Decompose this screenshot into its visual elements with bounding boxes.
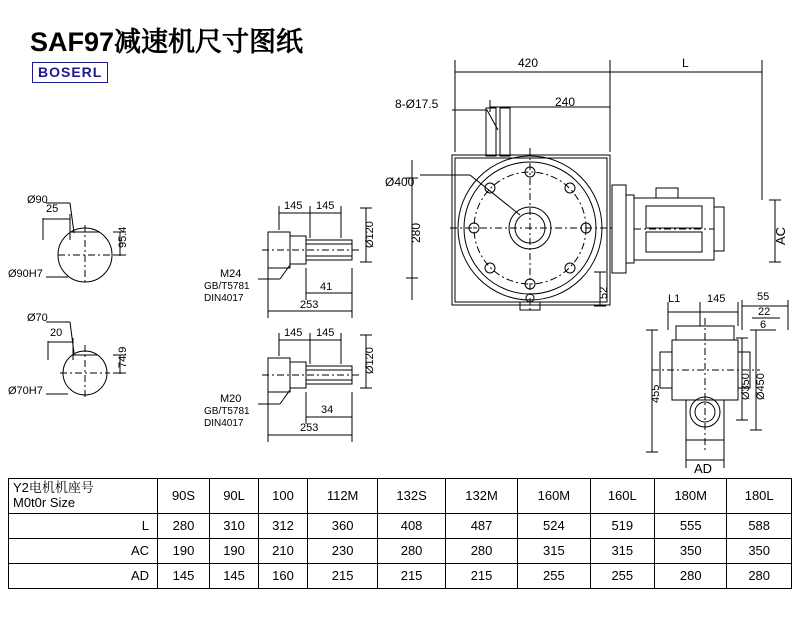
motor-size-header (9, 479, 158, 514)
table-cell: 255 (518, 563, 590, 588)
label-dim-455: 455 (650, 384, 662, 403)
label-din4017-b: DIN4017 (204, 418, 244, 429)
col-header: 180L (727, 479, 792, 514)
label-gb-t5781-b: GB/T5781 (204, 406, 250, 417)
col-header: 132S (378, 479, 446, 514)
table-cell: 280 (445, 538, 517, 563)
table-cell: 160 (259, 563, 308, 588)
motor-size-header-cn: Y2电机机座号 (13, 480, 94, 495)
label-dim-22: 22 (758, 306, 771, 318)
label-dim-20: 20 (50, 327, 63, 339)
col-header: 112M (308, 479, 378, 514)
label-dim-AD: AD (694, 461, 713, 476)
label-dim-240: 240 (555, 95, 576, 109)
label-dim-145-d: 145 (316, 327, 335, 339)
table-cell: 519 (590, 513, 655, 538)
label-dim-74-9: 74.9 (117, 346, 129, 368)
label-dim-52: 52 (598, 286, 610, 299)
table-cell: 312 (259, 513, 308, 538)
table-cell: 350 (655, 538, 727, 563)
table-header-row (9, 479, 792, 514)
label-d70h7: Ø70H7 (8, 385, 43, 397)
table-cell: 315 (590, 538, 655, 563)
label-m24: M24 (220, 268, 242, 280)
col-header: 132M (445, 479, 517, 514)
table-cell: 487 (445, 513, 517, 538)
table-cell: 350 (727, 538, 792, 563)
table-cell: 280 (655, 563, 727, 588)
table-cell: 280 (378, 538, 446, 563)
label-dim-25: 25 (46, 203, 59, 215)
label-dim-L-top: L (682, 56, 689, 70)
label-dim-95-4: 95.4 (117, 226, 129, 248)
table-cell: 360 (308, 513, 378, 538)
page-title: SAF97减速机尺寸图纸 (30, 27, 304, 57)
label-d90h7: Ø90H7 (8, 268, 43, 280)
col-header: 160L (590, 479, 655, 514)
row-label: AC (9, 538, 158, 563)
label-dim-145-a: 145 (284, 200, 303, 212)
table-cell: 408 (378, 513, 446, 538)
label-m20: M20 (220, 393, 242, 405)
table-cell: 555 (655, 513, 727, 538)
brand-badge: BOSERL (32, 62, 108, 83)
label-dim-41: 41 (320, 281, 333, 293)
table-cell: 215 (308, 563, 378, 588)
table-cell: 215 (445, 563, 517, 588)
label-d400: Ø400 (385, 175, 415, 189)
col-header: 180M (655, 479, 727, 514)
label-d120-a: Ø120 (364, 221, 376, 248)
table-cell: 588 (727, 513, 792, 538)
table-row (9, 563, 792, 588)
label-dim-6: 6 (760, 319, 767, 331)
label-dim-145-e: 145 (707, 293, 726, 305)
table-cell: 145 (210, 563, 259, 588)
label-d120-b: Ø120 (364, 347, 376, 374)
table-cell: 280 (727, 563, 792, 588)
table-cell: 190 (158, 538, 210, 563)
col-header: 100 (259, 479, 308, 514)
label-dim-55: 55 (757, 291, 770, 303)
table-cell: 524 (518, 513, 590, 538)
col-header: 90S (158, 479, 210, 514)
label-dim-280: 280 (409, 222, 423, 243)
table-cell: 230 (308, 538, 378, 563)
label-dim-420: 420 (518, 56, 539, 70)
table-row (9, 513, 792, 538)
table-cell: 210 (259, 538, 308, 563)
label-holes-8x17-5: 8-Ø17.5 (395, 97, 439, 111)
table-cell: 190 (210, 538, 259, 563)
col-header: 90L (210, 479, 259, 514)
table-row (9, 538, 792, 563)
label-dim-AC: AC (773, 226, 788, 245)
label-dim-L1: L1 (668, 293, 681, 305)
row-label: AD (9, 563, 158, 588)
label-dim-145-b: 145 (316, 200, 335, 212)
label-dim-145-c: 145 (284, 327, 303, 339)
col-header: 160M (518, 479, 590, 514)
table-cell: 280 (158, 513, 210, 538)
label-din4017-a: DIN4017 (204, 293, 244, 304)
label-gb-t5781-a: GB/T5781 (204, 281, 250, 292)
table-cell: 315 (518, 538, 590, 563)
motor-size-header-en: M0t0r Size (13, 494, 76, 510)
label-dim-253-a: 253 (300, 299, 319, 311)
label-d450: Ø450 (755, 373, 767, 400)
label-dim-34: 34 (321, 404, 334, 416)
row-label: L (9, 513, 158, 538)
label-dim-253-b: 253 (300, 422, 319, 434)
table-cell: 310 (210, 513, 259, 538)
table-cell: 145 (158, 563, 210, 588)
label-d350: Ø350 (740, 373, 752, 400)
spec-table (8, 478, 792, 589)
table-cell: 255 (590, 563, 655, 588)
label-d70-top: Ø70 (27, 312, 48, 324)
label-d90-top: Ø90 (27, 194, 48, 206)
table-cell: 215 (378, 563, 446, 588)
